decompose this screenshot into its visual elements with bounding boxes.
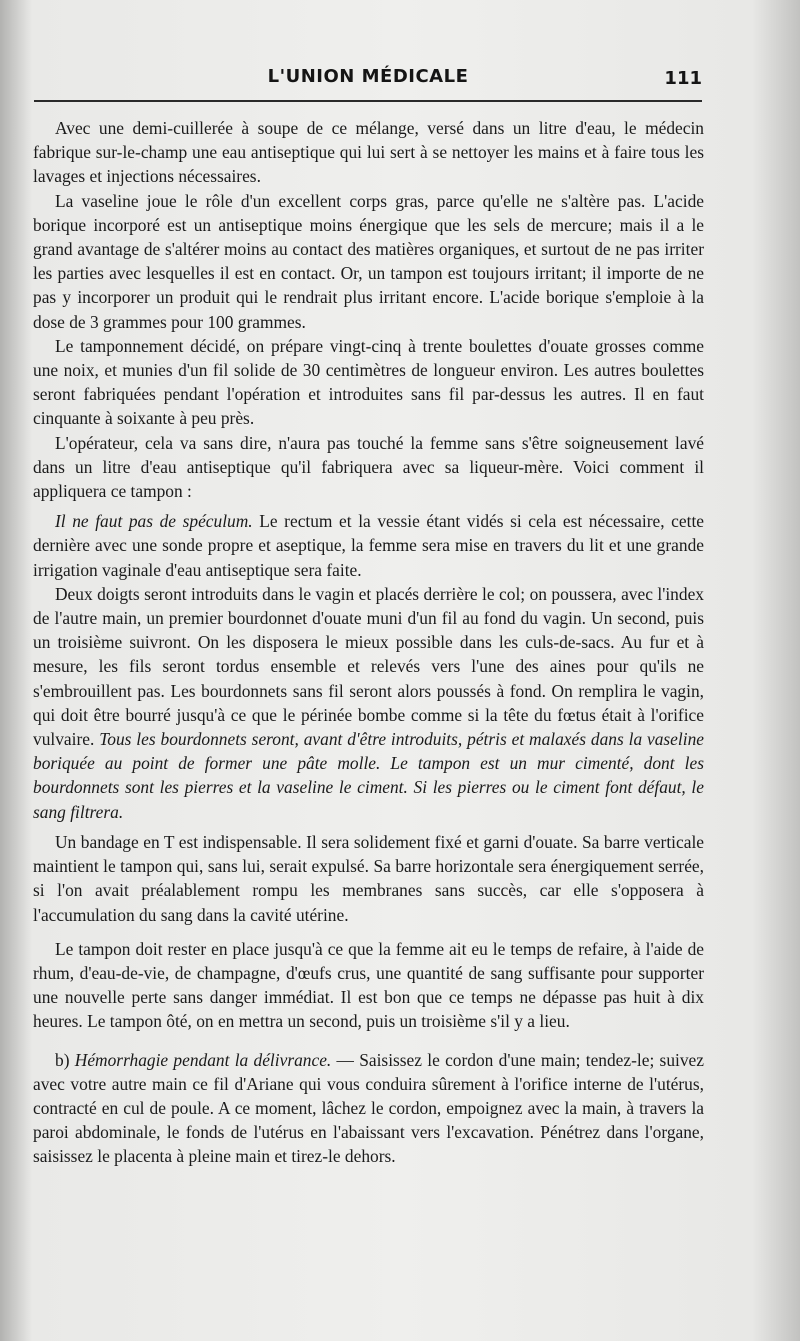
running-title: L'UNION MÉDICALE	[267, 66, 469, 87]
paragraph-text: L'opérateur, cela va sans dire, n'aura pas touché la femme sans s'être soigneusement lavé dans un litre d'eau antiseptique qu'il fabriquera avec sa liqueur-mère. Voici comment il appliquera ce tampon :	[33, 432, 704, 502]
paragraph-text: — Saisissez le cordon d'une main; tendez-le; suivez avec votre autre main ce fil d'Ariane qui vous conduira sûrement à l'orifice interne de l'utérus, contracté en cul de poule. A ce moment, lâchez le cordon, empoignez avec la main, à travers la paroi abdominale, le fonds de l'utérus en l'abaissant vers l'excavation. Pénétrez dans l'organe, saisissez le placenta à pleine main et tirez-le dehors.	[33, 1049, 704, 1167]
header-rule	[34, 100, 702, 102]
paragraph	[33, 830, 704, 927]
italic-tail: Tous les bourdonnets seront, avant d'être introduits, pétris et malaxés dans la vaseline boriquée au point de former une pâte molle. Le tampon est un mur cimenté, dont les bourdonnets sont les pierres et la vaseline le ciment. Si les pierres ou le ciment font défaut, le sang filtrera.	[33, 729, 704, 822]
paragraph-text: Le tamponnement décidé, on prépare vingt-cinq à trente boulettes d'ouate grosses comme une noix, et munies d'un fil solide de 30 centimètres de longueur environ. Les autres boulettes seront fabriquées pendant l'opération et introduites sans fil par-dessus les autres. Il en faut cinquante à soixante à peu près.	[33, 335, 704, 429]
paragraph-text: Un bandage en T est indispensable. Il sera solidement fixé et garni d'ouate. Sa barre verticale maintient le tampon qui, sans lui, serait expulsé. Sa barre horizontale sera énergiquement serrée, si l'on avait préalablement rompu les membranes sans succès, car elle s'opposera à l'accumulation du sang dans la cavité utérine.	[33, 831, 704, 925]
paragraph	[33, 431, 704, 504]
running-header	[34, 64, 702, 100]
paragraph-text: Le tampon doit rester en place jusqu'à ce que la femme ait eu le temps de refaire, à l'aide de rhum, d'eau-de-vie, de champagne, d'œufs crus, une quantité de sang suffisante pour supporter une nouvelle perte sans danger immédiat. Il est bon que ce temps ne dépasse pas huit à dix heures. Le tampon ôté, on en mettra un second, puis un troisième s'il y a lieu.	[33, 938, 704, 1032]
section-paragraph	[33, 1048, 704, 1169]
paragraph	[33, 334, 704, 431]
body-text	[33, 116, 704, 1169]
italic-lead: Il ne faut pas de spéculum.	[55, 511, 253, 532]
paragraph	[33, 937, 704, 1034]
paragraph	[33, 509, 704, 582]
paragraph-text: La vaseline joue le rôle d'un excellent corps gras, parce qu'elle ne s'altère pas. L'acide borique incorporé est un antiseptique moins énergique que les sels de mercure; mais il a le grand avantage de s'altérer moins au contact des matières organiques, et surtout de ne pas irriter les parties avec lesquelles il est en contact. Or, un tampon est toujours irritant; il importe de ne pas y incorporer un produit qui le rendrait plus irritant encore. L'acide borique s'emploie à la dose de 3 grammes pour 100 grammes.	[33, 190, 704, 332]
paragraph-text: Deux doigts seront introduits dans le vagin et placés derrière le col; on poussera, avec l'index de l'autre main, un premier bourdonnet d'ouate muni d'un fil au fond du vagin. Un second, puis un troisième suivront. On les disposera le mieux possible dans les culs-de-sacs. Au fur et à mesure, les fils seront tordus ensemble et relevés vers l'une des aines pour qu'ils ne s'embrouillent pas. Les bourdonnets sans fil seront alors poussés à fond. On remplira le vagin, qui doit être bourré jusqu'à ce que le périnée bombe comme si la tête du fœtus était à l'orifice vulvaire.	[33, 583, 704, 750]
section-label: b)	[55, 1049, 75, 1070]
paragraph-text: Avec une demi-cuillerée à soupe de ce mélange, versé dans un litre d'eau, le médecin fabrique sur-le-champ une eau antiseptique qui lui sert à se nettoyer les mains et à faire tous les lavages et injections nécessaires.	[33, 118, 704, 187]
paragraph	[33, 189, 704, 334]
paragraph	[33, 116, 704, 189]
paragraph-text: Le rectum et la vessie étant vidés si cela est nécessaire, cette dernière avec une sonde propre et aseptique, la femme sera mise en travers du lit et une grande irrigation vaginale d'eau antiseptique sera faite.	[33, 511, 704, 580]
section-title: Hémorrhagie pendant la délivrance.	[74, 1049, 332, 1070]
paragraph	[33, 582, 704, 824]
page-number: 111	[664, 68, 702, 89]
